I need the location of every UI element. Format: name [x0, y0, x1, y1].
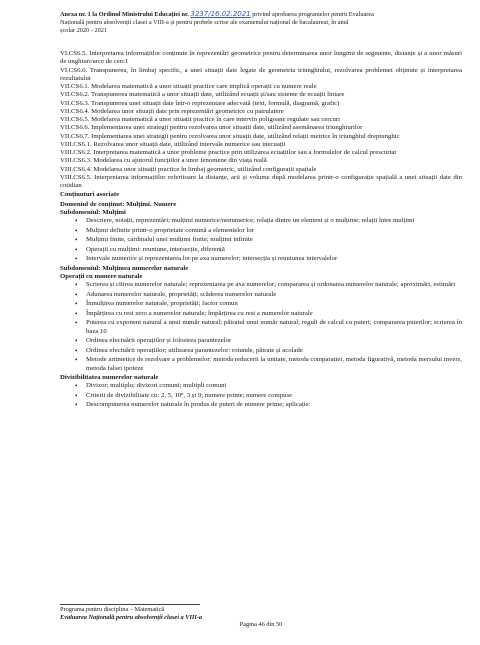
- competence-item: VIII.CS6.2. Interpretarea matematică a unor probleme practice prin utilizarea ecuațiilor sau a formulelor de calcul prescurtat: [60, 149, 397, 156]
- competence-item: VIII.CS6.4. Modelarea unor situații practice în limbaj geometric, utilizând configurații spațiale: [60, 165, 317, 173]
- operations-list: [60, 281, 462, 373]
- operations-title: Operații cu numere naturale: [60, 272, 143, 280]
- content-domain: Domeniul de conținut: Mulțimi. Numere: [60, 200, 177, 208]
- competence-item: VII.CS6.3. Transpunerea unei situații date într-o reprezentare adecvată (text, formulă, diagramă, grafic): [60, 99, 340, 107]
- subdomain-natural-numbers: Subdomeniul: Mulțimea numerelor naturale: [60, 264, 189, 272]
- competence-item: VIII.CS6.3. Modelarea cu ajutorul funcțiilor a unor fenomene din viața reală: [60, 157, 267, 165]
- competence-item: VII.CS6.6. Implementarea unei strategii pentru rezolvarea unor situații date, utilizând asemănarea triunghiurilor: [60, 124, 363, 132]
- competence-item: VIII.CS6.5. Interpretarea informațiilor referitoare la distanțe, arii și volume după modelarea printr-o configurație spațială a unei situații date din cotidian: [60, 173, 462, 189]
- divisibility-title: Divizibilitatea numerelor naturale: [60, 374, 159, 382]
- list-item: • Mulțimi finite, cardinalul unei mulțimi finite; mulțimi infinite: [86, 236, 462, 244]
- contents-title: Conținuturi asociate: [60, 191, 120, 199]
- page-number: Pagina 46 din 50: [239, 621, 283, 629]
- list-item: • Ordinea efectuării operațiilor; utilizarea parantezelor: rotunde, pătrate și acolade: [86, 347, 462, 355]
- order-slash: /: [208, 10, 211, 18]
- competence-item: VII.CS6.2. Transpunerea matematică a unor situații date, utilizând ecuații și/sau sisteme de ecuații liniare: [60, 91, 345, 99]
- list-item: • Împărțirea cu rest zero a numerelor naturale; împărțirea cu rest a numerelor naturale: [86, 310, 462, 318]
- footer-line-1: Programa pentru disciplina – Matematică: [60, 606, 165, 613]
- competence-item: VII.CS6.5. Modelarea matematică a unor situații practice în care intervin poligoane regulate sau cercuri: [60, 116, 341, 123]
- list-item: • Ordinea efectuării operațiilor și folosirea parantezelor: [86, 337, 462, 345]
- footer-line-2: Evaluarea Națională pentru absolvenții clasei a VIII-a: [60, 613, 203, 621]
- divisibility-list: [60, 382, 462, 409]
- list-item: • Operații cu mulțimi: reuniune, intersecție, diferență: [86, 246, 462, 254]
- order-date: 16.02.2021: [210, 10, 251, 18]
- list-item: • Criterii de divizibilitate cu: 2, 5, 10ⁿ, 3 și 9; numere prime; numere compuse: [86, 392, 462, 400]
- header-suffix: privind aprobarea programelor pentru Evaluarea: [252, 11, 374, 18]
- competence-item: VII.CS6.7. Implementarea unei strategii pentru rezolvarea unor situații date, utilizând relații metrice în triunghiul dreptunghic: [60, 132, 400, 140]
- document-body: [60, 50, 462, 411]
- list-item: • Scrierea și citirea numerelor naturale; reprezentarea pe axa numerelor; compararea și ordonarea numerelor naturale; aproximări, estimări: [86, 281, 462, 289]
- list-item: • Metode aritmetice de rezolvare a problemelor: metoda reducerii la unitate, metoda comparației, metoda figurativă, metoda mersului invers, metoda falsei ipoteze: [86, 356, 462, 373]
- header-prefix: Anexa nr. 1 la Ordinul Ministrului Educației nr.: [60, 11, 189, 18]
- competence-item: VII.CS6.1. Modelarea matematică a unor situații practice care implică operații cu numere reale: [60, 83, 317, 90]
- competence-item: VI.CS6.5. Interpretarea informațiilor conținute în reprezentări geometrice pentru determinarea unor lungimi de segmente, distanțe și a unor măsuri de unghiuri/arce de cerc1: [60, 50, 462, 66]
- list-item: • Intervale numerice și reprezentarea lor pe axa numerelor; intersecția și reuniunea intervalelor: [86, 255, 462, 263]
- competence-item: VI.CS6.6. Transpunerea, în limbaj specific, a unei situații date legate de geometria triunghiului, rezolvarea problemei obținute și interpretarea rezultatului: [60, 66, 462, 82]
- header-line-3: școlar 2020 - 2021: [60, 26, 108, 34]
- order-number: 3237: [190, 10, 209, 18]
- competences-list: [60, 50, 462, 190]
- list-item: • Adunarea numerelor naturale, proprietăți; scăderea numerelor naturale: [86, 291, 462, 299]
- list-item: • Mulțimi definite printr-o proprietate comună a elementelor lor: [86, 227, 462, 235]
- list-item: • Puterea cu exponent natural a unui număr natural; pătratul unui număr natural; reguli de calcul cu puteri; compararea puterilor; scrierea în baza 10: [86, 319, 462, 336]
- list-item: • Înmulțirea numerelor naturale, proprietăți; factor comun: [86, 300, 462, 308]
- list-item: • Divizor; multiplu; divizori comuni; multipli comuni: [86, 382, 462, 390]
- document-header: [60, 11, 460, 34]
- footer-rule: [60, 604, 200, 605]
- competence-item: VIII.CS6.1. Rezolvarea unor situații date, utilizând intervale numerice sau inecuații: [60, 140, 286, 148]
- competence-item: VII.CS6.4. Modelarea unor situații date prin reprezentări geometrice cu patrulatere: [60, 107, 284, 115]
- sets-list: [60, 217, 462, 263]
- document-footer: [60, 606, 462, 629]
- header-line-2: Națională pentru absolvenții clasei a VIII-a și pentru probele scrise ale examenului național de bacalaureat, în anul: [60, 18, 349, 26]
- subdomain-sets: Subdomeniul: Mulțimi: [60, 208, 126, 216]
- list-item: • Descriere, notații, reprezentări; mulțimi numerice/nenumerice; relația dintre un element și o mulțime; relații între mulțimi: [86, 217, 462, 225]
- list-item: • Descompunerea numerelor naturale în produs de puteri de numere prime; aplicație:: [86, 401, 462, 409]
